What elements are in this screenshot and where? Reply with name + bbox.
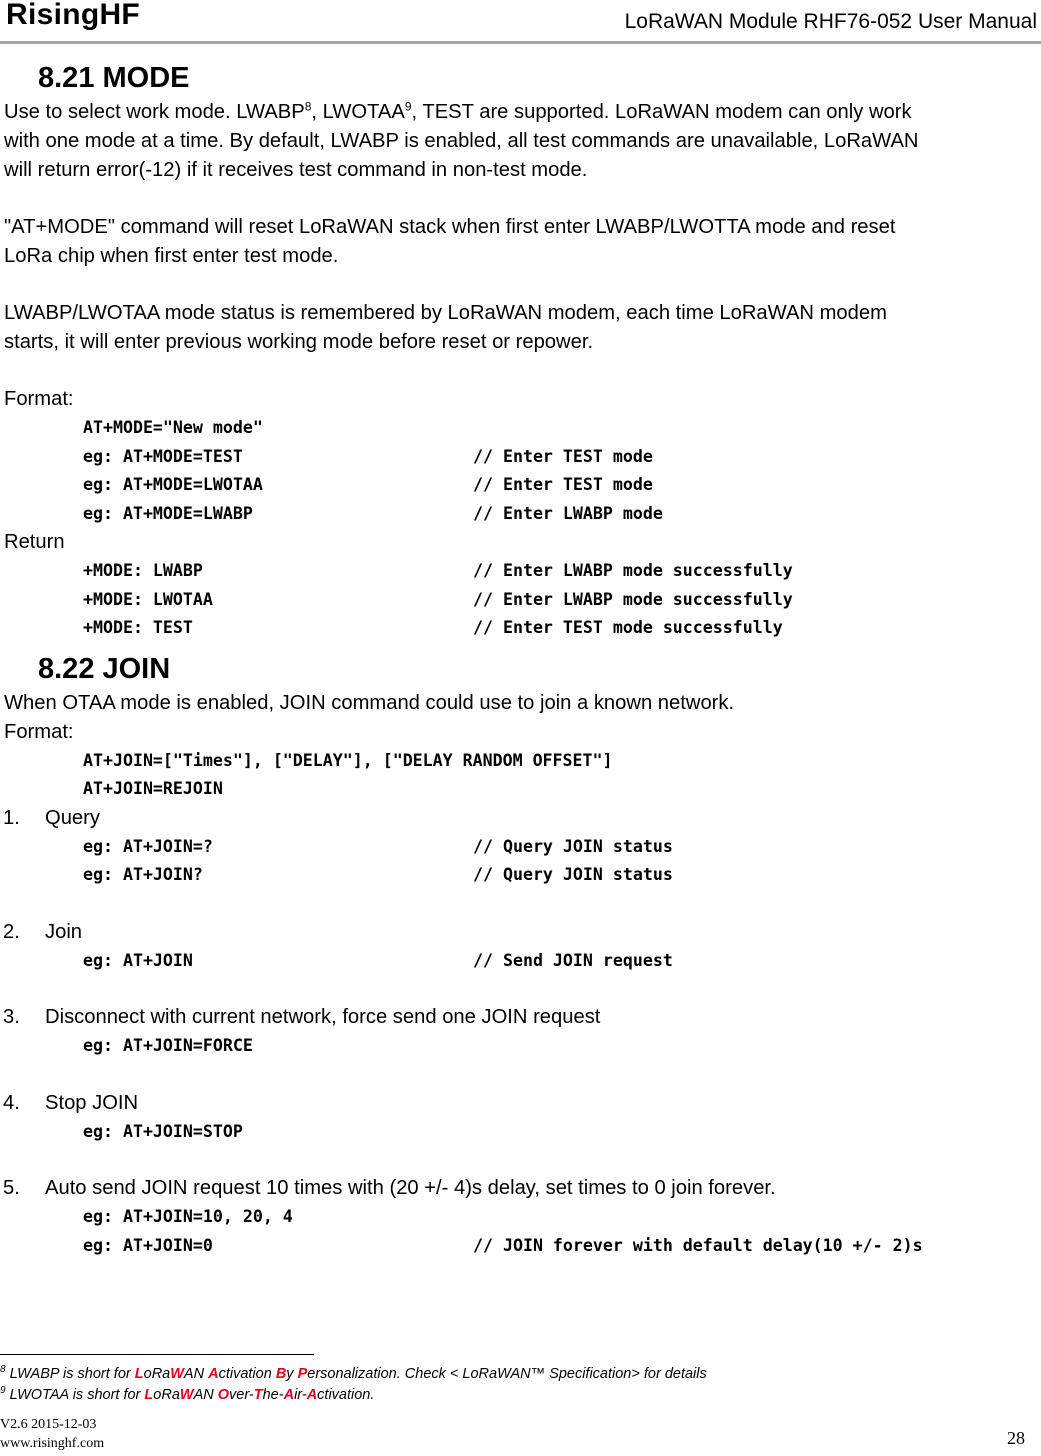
mode-intro-line-2: with one mode at a time. By default, LWABP is enabled, all test commands are unavailable, LoRaWAN [4,130,919,152]
code-command: eg: AT+JOIN=STOP [83,1121,243,1141]
footnote-ref-9[interactable]: 9 [404,99,412,114]
highlight-letter: A [306,1387,318,1403]
text: he- [262,1387,284,1403]
code-command: AT+MODE="New mode" [83,418,263,437]
code-line [0,833,1041,862]
code-comment: // Enter TEST mode [473,446,653,466]
page-number: 28 [1007,1428,1025,1448]
code-command: +MODE: LWABP [83,561,203,580]
list-number: 5. [3,1177,20,1199]
text: ver- [229,1387,254,1403]
list-label: Stop JOIN [45,1091,139,1114]
text: oRa [143,1366,171,1382]
highlight-letter: W [179,1387,194,1403]
code-line [0,775,1041,804]
mode-return-code [0,557,1041,643]
code-command: eg: AT+JOIN=FORCE [83,1036,253,1055]
code-command: eg: AT+JOIN=? [83,836,213,856]
code-comment: // Send JOIN request [473,950,673,970]
mode-reset-line-2: LoRa chip when first enter test mode. [4,245,339,267]
text: y [286,1366,298,1382]
page-content [0,58,1041,1260]
footnote-9 [0,1387,374,1403]
code-comment: // Enter TEST mode successfully [473,618,783,637]
list-item-stop [0,1089,1041,1118]
text: LWABP is short for [5,1366,135,1382]
text: Use to select work mode. LWABP [4,101,305,123]
highlight-letter: L [134,1366,144,1382]
text: AN [193,1387,218,1403]
brand-name: RisingHF [6,0,141,31]
text: LWOTAA is short for [5,1387,145,1403]
text: ir- [294,1387,307,1403]
code-command: eg: AT+JOIN? [83,865,203,884]
list-number: 1. [3,806,20,829]
page-footer [0,1415,104,1453]
mode-status-line-2: starts, it will enter previous working mode before reset or repower. [4,331,594,353]
code-command: eg: AT+JOIN=10, 20, 4 [83,1207,293,1226]
mode-format-code [0,414,1041,528]
code-line [0,586,1041,615]
code-command: AT+JOIN=["Times"], ["DELAY"], ["DELAY RANDOM OFFSET"] [83,750,613,770]
mode-format-label: Format: [4,388,74,410]
code-line [0,471,1041,500]
text: ersonalization. Check < LoRaWAN™ Specification> for details [307,1366,707,1382]
header-divider [0,41,1041,44]
list-number: 3. [3,1006,20,1028]
mode-status-line-1: LWABP/LWOTAA mode status is remembered by LoRaWAN modem, each time LoRaWAN modem [4,302,887,324]
code-comment: // Enter LWABP mode successfully [473,589,793,609]
code-line [0,1203,1041,1232]
text: ctivation [218,1366,276,1382]
list-item-force [0,1003,1041,1032]
code-comment: // Query JOIN status [473,865,673,884]
list-number: 2. [3,920,20,943]
code-command: eg: AT+JOIN [83,950,193,970]
code-line [0,1232,1041,1261]
mode-return-label: Return [4,531,65,553]
list-label: Join [45,920,83,943]
code-command: eg: AT+MODE=LWABP [83,503,253,523]
code-command: eg: AT+MODE=LWOTAA [83,475,263,494]
highlight-letter: O [217,1387,230,1403]
code-line [0,614,1041,643]
code-comment: // Enter TEST mode [473,475,653,494]
highlight-letter: T [253,1387,263,1403]
join-intro: When OTAA mode is enabled, JOIN command could use to join a known network. [4,691,735,714]
highlight-letter: A [283,1387,295,1403]
website-link[interactable]: www.risinghf.com [0,1436,105,1451]
code-command: eg: AT+JOIN=0 [83,1235,213,1255]
list-label: Auto send JOIN request 10 times with (20 +/- 4)s delay, set times to 0 join forever. [45,1177,776,1199]
code-line [0,1032,1041,1061]
text: , LWOTAA [311,101,405,123]
code-command: +MODE: TEST [83,618,193,637]
highlight-letter: B [275,1366,287,1382]
code-line [0,947,1041,976]
section-heading-join: 8.22 JOIN [38,652,171,685]
footnote-divider [0,1354,314,1355]
highlight-letter: P [297,1366,308,1382]
code-command: eg: AT+MODE=TEST [83,446,243,466]
code-comment: // JOIN forever with default delay(10 +/- 2)s [473,1235,923,1255]
mode-reset-line-1: "AT+MODE" command will reset LoRaWAN stack when first enter LWABP/LWOTTA mode and reset [4,216,896,238]
code-comment: // Enter LWABP mode successfully [473,561,793,580]
page-header [0,0,1041,46]
text: oRa [153,1387,180,1403]
highlight-letter: W [170,1366,184,1382]
mode-intro-line-1 [4,98,1041,127]
list-item-join [0,918,1041,947]
code-line [0,443,1041,472]
code-line [0,414,1041,443]
code-comment: // Enter LWABP mode [473,503,663,523]
code-line [0,861,1041,890]
code-line [0,557,1041,586]
code-line [0,500,1041,529]
footnote-mark: 8 [0,1364,6,1376]
text: AN [183,1366,209,1382]
section-heading-mode: 8.21 MODE [38,62,190,94]
list-number: 4. [3,1091,20,1114]
list-item-query [0,804,1041,833]
code-line [0,747,1041,776]
list-label: Query [45,806,100,829]
code-command: +MODE: LWOTAA [83,589,213,609]
text: ctivation. [317,1387,375,1403]
footnote-mark: 9 [0,1385,6,1397]
footnote-8 [0,1366,707,1382]
code-command: AT+JOIN=REJOIN [83,779,223,798]
footnote-ref-8[interactable]: 8 [304,99,312,114]
join-format-label: Format: [4,720,74,743]
code-line [0,1118,1041,1147]
highlight-letter: L [144,1387,154,1403]
mode-intro-line-3: will return error(-12) if it receives test command in non-test mode. [4,159,588,181]
text: , TEST are supported. LoRaWAN modem can only work [411,101,912,123]
code-comment: // Query JOIN status [473,836,673,856]
highlight-letter: A [208,1366,219,1382]
list-label: Disconnect with current network, force send one JOIN request [45,1006,601,1028]
version-date: V2.6 2015-12-03 [0,1417,97,1432]
list-item-auto [0,1174,1041,1203]
document-title: LoRaWAN Module RHF76-052 User Manual [624,10,1037,33]
